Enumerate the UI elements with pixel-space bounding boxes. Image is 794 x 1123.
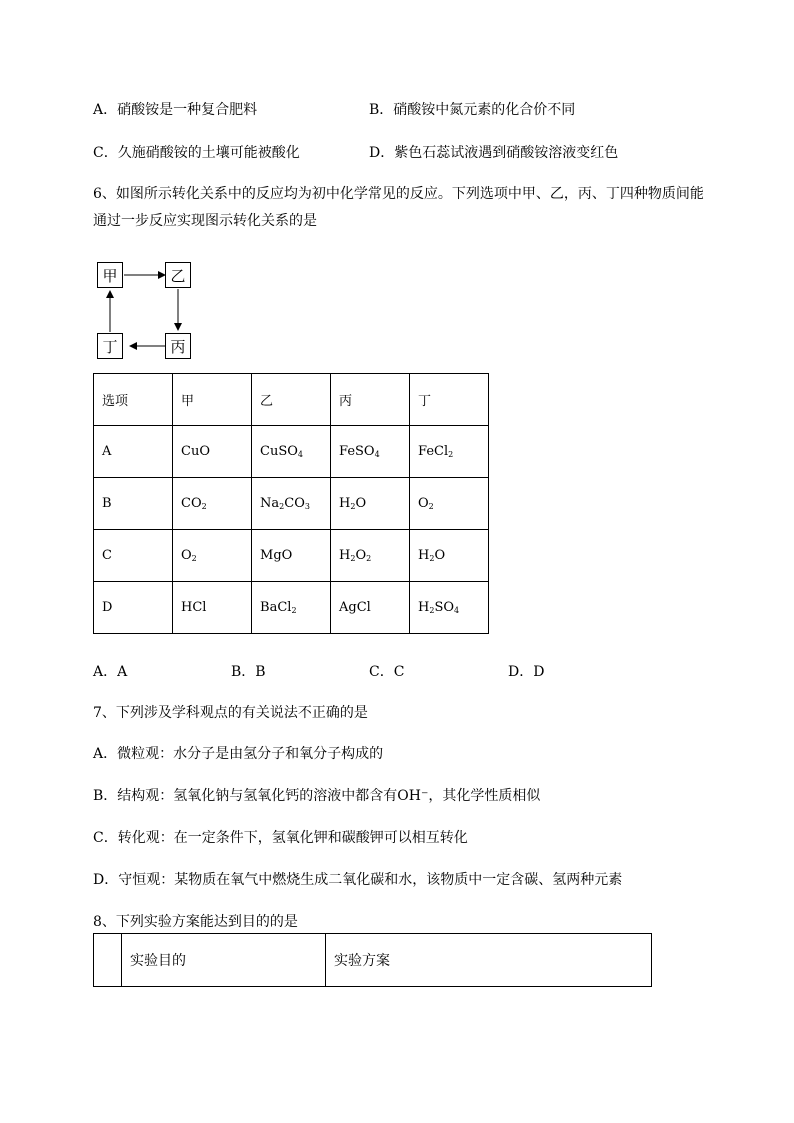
header-cell: 选项 [94,374,173,426]
box-ding: 丁 [97,333,123,359]
q8-table [93,933,652,987]
table-cell: $H_2O$ [410,530,489,582]
header-cell [94,934,122,987]
q5-option-d: D．紫色石蕊试液遇到硝酸铵溶液变红色 [369,145,619,161]
table-cell: $H_2O$ [331,478,410,530]
q5-option-c: C．久施硝酸铵的土壤可能被酸化 [93,145,300,161]
table-row [94,582,489,634]
table-cell: FeCl$_2$ [410,426,489,478]
table-cell: BaCl$_2$ [252,582,331,634]
q6-option-d: D．D [508,664,545,680]
table-cell: $O_2$ [173,530,252,582]
table-cell: $CO_2$ [173,478,252,530]
q6-option-b: B．B [231,664,266,680]
q5-option-a: A．硝酸铵是一种复合肥料 [93,102,258,118]
header-cell: 丙 [331,374,410,426]
header-cell: 实验方案 [326,934,652,987]
box-jia: 甲 [97,262,123,288]
table-cell: FeSO$_4$ [331,426,410,478]
table-cell: AgCl [331,582,410,634]
table-row [94,478,489,530]
table-header-row [94,374,489,426]
table-cell: CuSO$_4$ [252,426,331,478]
table-cell: HCl [173,582,252,634]
q7-option-b: B．结构观：氢氧化钠与氢氧化钙的溶液中都含有OH⁻，其化学性质相似 [93,788,541,804]
q6-options-table [93,373,489,634]
q6-stem-line1: 6、如图所示转化关系中的反应均为初中化学常见的反应。下列选项中甲、乙，丙、丁四种物质间能 [93,186,704,202]
table-cell: MgO [252,530,331,582]
table-cell: $Na_2CO_3$ [252,478,331,530]
header-cell: 乙 [252,374,331,426]
box-yi: 乙 [165,262,191,288]
table-row [94,426,489,478]
q7-option-c: C．转化观：在一定条件下，氢氧化钾和碳酸钾可以相互转化 [93,830,468,846]
q7-stem: 7、下列涉及学科观点的有关说法不正确的是 [93,705,368,721]
table-cell: $H_2O_2$ [331,530,410,582]
table-cell: D [94,582,173,634]
q6-conversion-diagram [90,258,210,362]
q6-option-c: C．C [369,664,405,680]
q7-option-a: A．微粒观：水分子是由氢分子和氧分子构成的 [93,746,384,762]
table-row [94,530,489,582]
q7-option-d: D．守恒观：某物质在氧气中燃烧生成二氧化碳和水，该物质中一定含碳、氢两种元素 [93,872,623,888]
header-cell: 实验目的 [122,934,326,987]
table-cell: A [94,426,173,478]
q5-option-b: B．硝酸铵中氮元素的化合价不同 [369,102,576,118]
table-cell: $O_2$ [410,478,489,530]
q6-option-a: A．A [93,664,128,680]
table-cell: $H_2SO_4$ [410,582,489,634]
header-cell: 丁 [410,374,489,426]
table-cell: CuO [173,426,252,478]
box-bing: 丙 [165,333,191,359]
table-cell: C [94,530,173,582]
header-cell: 甲 [173,374,252,426]
q6-stem-line2: 通过一步反应实现图示转化关系的是 [93,213,317,229]
table-cell: B [94,478,173,530]
q8-stem: 8、下列实验方案能达到目的的是 [93,914,298,930]
table-header-row [94,934,652,987]
